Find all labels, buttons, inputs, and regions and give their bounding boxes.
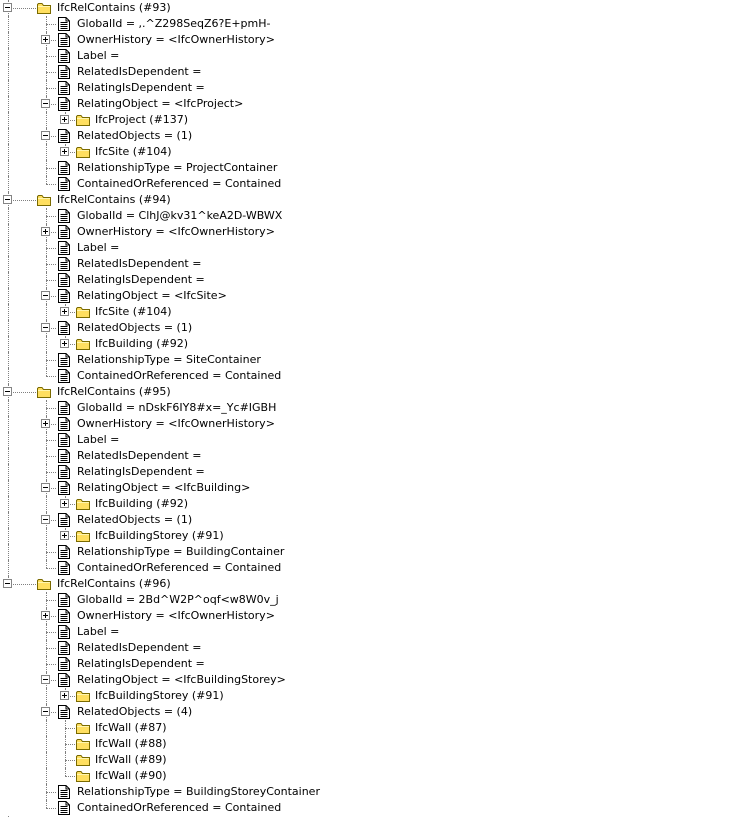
document-icon [56,80,72,96]
tree-connector-line [46,216,56,217]
tree-connector-line [8,352,9,368]
expand-toggle-icon[interactable] [60,339,69,348]
folder-icon [75,528,91,544]
tree-connector-line [46,664,56,665]
document-icon [56,48,72,64]
folder-icon [75,688,91,704]
tree-node-attribute[interactable] [0,704,744,720]
tree-node-attribute[interactable] [0,176,744,192]
tree-node-label[interactable]: GlobalId = ,.^Z298SeqZ6?E+pmH- [77,17,271,30]
tree-connector-line [46,264,56,265]
tree-node-label[interactable]: IfcSite (#104) [95,145,172,158]
tree-node-attribute[interactable] [0,416,744,432]
tree-connector-line [46,648,56,649]
document-icon [56,160,72,176]
tree-connector-line [8,432,9,448]
expand-toggle-icon[interactable] [41,611,50,620]
tree-node-label[interactable]: IfcBuildingStorey (#91) [95,689,224,702]
tree-node-attribute[interactable] [0,352,744,368]
tree-connector-line [46,552,56,553]
tree-node-label[interactable]: IfcRelContains (#95) [57,385,171,398]
tree-connector-line [46,720,47,736]
tree-connector-line [46,408,56,409]
document-icon [56,544,72,560]
document-icon [56,256,72,272]
tree-node-label[interactable]: RelationshipType = BuildingStoreyContainer [77,785,320,798]
tree-connector-line [46,456,56,457]
document-icon [56,96,72,112]
tree-node-label[interactable]: ContainedOrReferenced = Contained [77,369,282,382]
tree-node-label[interactable]: RelatingObject = <IfcSite> [77,289,227,302]
tree-node-label[interactable]: RelatingIsDependent = [77,657,205,670]
tree-node-folder[interactable] [0,496,744,512]
folder-icon [75,144,91,160]
tree-node-label[interactable]: RelatingIsDependent = [77,273,205,286]
tree-node-label[interactable]: RelatingObject = <IfcBuildingStorey> [77,673,286,686]
tree-node-label[interactable]: RelatedIsDependent = [77,449,202,462]
tree-node-label[interactable]: Label = [77,241,120,254]
tree-node-label[interactable]: RelatedObjects = (4) [77,705,193,718]
tree-node-attribute[interactable] [0,48,744,64]
tree-node-label[interactable]: IfcRelContains (#96) [57,577,171,590]
document-icon [56,480,72,496]
tree-connector-line [46,248,56,249]
collapse-toggle-icon[interactable] [41,291,50,300]
tree-node-folder[interactable] [0,192,744,208]
document-icon [56,464,72,480]
document-icon [56,400,72,416]
tree-node-attribute[interactable] [0,320,744,336]
tree-connector-line [65,768,66,776]
tree-node-attribute[interactable] [0,64,744,80]
folder-icon [75,496,91,512]
tree-node-label[interactable]: IfcBuildingStorey (#91) [95,529,224,542]
tree-node-folder[interactable] [0,688,744,704]
tree-connector-line [46,368,47,376]
tree-connector-line [8,200,36,201]
document-icon [56,704,72,720]
tree-node-attribute[interactable] [0,672,744,688]
collapse-toggle-icon[interactable] [3,195,12,204]
collapse-toggle-icon[interactable] [41,323,50,332]
document-icon [56,176,72,192]
collapse-toggle-icon[interactable] [41,99,50,108]
tree-node-label[interactable]: IfcWall (#87) [95,721,167,734]
tree-connector-line [8,320,9,336]
expand-toggle-icon[interactable] [60,499,69,508]
document-icon [56,352,72,368]
folder-icon [36,0,52,16]
tree-connector-line [8,288,9,304]
tree-node-label[interactable]: OwnerHistory = <IfcOwnerHistory> [77,609,275,622]
document-icon [56,656,72,672]
tree-node-label[interactable]: RelatedObjects = (1) [77,129,193,142]
tree-connector-line [46,768,47,784]
tree-node-folder[interactable] [0,384,744,400]
tree-node-attribute[interactable] [0,784,744,800]
folder-icon [75,112,91,128]
tree-node-label[interactable]: ContainedOrReferenced = Contained [77,561,282,574]
tree-connector-line [46,168,56,169]
tree-node-attribute[interactable] [0,80,744,96]
tree-connector-line [46,88,56,89]
tree-connector-line [46,24,56,25]
tree-connector-line [46,632,56,633]
tree-node-label[interactable]: GlobalId = nDskF6IY8#x=_Yc#IGBH [77,401,277,414]
folder-icon [36,384,52,400]
tree-connector-line [46,184,56,185]
document-icon [56,208,72,224]
tree-connector-line [8,464,9,480]
tree-connector-line [8,448,9,464]
tree-node-label[interactable]: IfcBuilding (#92) [95,337,189,350]
tree-connector-line [8,272,9,288]
tree-node-attribute[interactable] [0,272,744,288]
tree-node-folder[interactable] [0,0,744,16]
tree-connector-line [46,688,47,704]
tree-connector-line [8,224,9,240]
expand-toggle-icon[interactable] [41,35,50,44]
document-icon [56,368,72,384]
tree-node-label[interactable]: IfcBuilding (#92) [95,497,189,510]
tree-connector-line [65,760,75,761]
tree-node-label[interactable]: GlobalId = ClhJ@kv31^keA2D-WBWX [77,209,283,222]
tree-connector-line [8,336,9,352]
tree-node-label[interactable]: IfcProject (#137) [95,113,189,126]
tree-connector-line [46,496,47,512]
tree-connector-line [46,72,56,73]
tree-node-attribute[interactable] [0,800,744,816]
tree-connector-line [46,472,56,473]
document-icon [56,16,72,32]
tree-connector-line [46,752,47,768]
tree-connector-line [8,496,9,512]
tree-connector-line [65,728,75,729]
document-icon [56,784,72,800]
tree-connector-line [46,736,47,752]
expand-toggle-icon[interactable] [41,419,50,428]
tree-connector-line [8,16,9,32]
folder-icon [75,720,91,736]
tree-node-folder[interactable] [0,576,744,592]
tree-node-attribute[interactable] [0,256,744,272]
tree-node-attribute[interactable] [0,544,744,560]
tree-node-folder[interactable] [0,768,744,784]
tree-node-folder[interactable] [0,304,744,320]
document-icon [56,288,72,304]
tree-connector-line [8,64,9,80]
tree-node-attribute[interactable] [0,16,744,32]
document-icon [56,672,72,688]
tree-connector-line [8,240,9,256]
tree-node-folder[interactable] [0,144,744,160]
collapse-toggle-icon[interactable] [3,3,12,12]
tree-node-label[interactable]: RelatedIsDependent = [77,641,202,654]
document-icon [56,224,72,240]
document-icon [56,608,72,624]
tree-node-folder[interactable] [0,736,744,752]
tree-node-attribute[interactable] [0,96,744,112]
document-icon [56,800,72,816]
tree-node-attribute[interactable] [0,560,744,576]
tree-connector-line [46,56,56,57]
tree-connector-line [8,480,9,496]
tree-node-attribute[interactable] [0,464,744,480]
tree-node-attribute[interactable] [0,288,744,304]
tree-node-attribute[interactable] [0,128,744,144]
folder-icon [36,192,52,208]
tree-connector-line [46,792,56,793]
tree-node-folder[interactable] [0,336,744,352]
document-icon [56,512,72,528]
tree-node-label[interactable]: RelatingObject = <IfcProject> [77,97,244,110]
tree-node-label[interactable]: RelatedObjects = (1) [77,321,193,334]
tree-connector-line [8,176,9,192]
tree-node-attribute[interactable] [0,608,744,624]
document-icon [56,432,72,448]
expand-toggle-icon[interactable] [60,115,69,124]
tree-connector-line [8,584,36,585]
tree-connector-line [65,744,75,745]
tree-connector-line [8,48,9,64]
tree-node-label[interactable]: RelatedIsDependent = [77,65,202,78]
folder-icon [36,576,52,592]
expand-toggle-icon[interactable] [60,147,69,156]
tree-connector-line [8,256,9,272]
tree-connector-line [46,112,47,128]
tree-connector-line [8,528,9,544]
tree-connector-line [46,376,56,377]
tree-connector-line [46,336,47,352]
tree-node-folder[interactable] [0,112,744,128]
document-icon [56,416,72,432]
folder-icon [75,768,91,784]
tree-connector-line [46,176,47,184]
tree-node-attribute[interactable] [0,368,744,384]
tree-connector-line [8,392,36,393]
tree-node-label[interactable]: Label = [77,433,120,446]
collapse-toggle-icon[interactable] [3,579,12,588]
tree-node-attribute[interactable] [0,240,744,256]
tree-node-label[interactable]: GlobalId = 2Bd^W2P^oqf<w8W0v_j [77,593,279,606]
tree-node-label[interactable]: RelatedIsDependent = [77,257,202,270]
tree-connector-line [46,528,47,544]
tree-connector-line [8,544,9,560]
tree-node-folder[interactable] [0,720,744,736]
tree-connector-line [8,512,9,528]
tree-connector-line [8,416,9,432]
collapse-toggle-icon[interactable] [41,483,50,492]
folder-icon [75,752,91,768]
tree-node-label[interactable]: ContainedOrReferenced = Contained [77,177,282,190]
collapse-toggle-icon[interactable] [41,515,50,524]
tree-node-attribute[interactable] [0,448,744,464]
document-icon [56,240,72,256]
tree-node-label[interactable]: OwnerHistory = <IfcOwnerHistory> [77,33,275,46]
document-icon [56,32,72,48]
tree-connector-line [46,808,56,809]
tree-node-attribute[interactable] [0,512,744,528]
document-icon [56,592,72,608]
collapse-toggle-icon[interactable] [41,131,50,140]
tree-node-label[interactable]: IfcWall (#88) [95,737,167,750]
tree-connector-line [46,304,47,320]
tree-node-attribute[interactable] [0,624,744,640]
tree-node-label[interactable]: RelatingIsDependent = [77,81,205,94]
tree-node-label[interactable]: RelatedObjects = (1) [77,513,193,526]
tree-connector-line [46,560,47,568]
tree-node-label[interactable]: RelationshipType = BuildingContainer [77,545,285,558]
tree-node-label[interactable]: IfcSite (#104) [95,305,172,318]
expand-toggle-icon[interactable] [60,531,69,540]
folder-icon [75,736,91,752]
tree-node-attribute[interactable] [0,160,744,176]
tree-node-attribute[interactable] [0,400,744,416]
tree-node-attribute[interactable] [0,432,744,448]
document-icon [56,320,72,336]
tree-node-label[interactable]: RelatingObject = <IfcBuilding> [77,481,251,494]
collapse-toggle-icon[interactable] [3,387,12,396]
document-icon [56,448,72,464]
tree-connector-line [8,128,9,144]
tree-node-attribute[interactable] [0,592,744,608]
tree-node-attribute[interactable] [0,640,744,656]
tree-node-label[interactable]: IfcWall (#89) [95,753,167,766]
tree-node-label[interactable]: IfcWall (#90) [95,769,167,782]
tree-connector-line [8,32,9,48]
tree-node-attribute[interactable] [0,208,744,224]
tree-connector-line [46,144,47,160]
tree-node-label[interactable]: OwnerHistory = <IfcOwnerHistory> [77,225,275,238]
tree-node-folder[interactable] [0,528,744,544]
tree-node-attribute[interactable] [0,32,744,48]
document-icon [56,128,72,144]
tree-connector-line [8,80,9,96]
tree-connector-line [8,96,9,112]
document-icon [56,560,72,576]
tree-node-label[interactable]: RelatingIsDependent = [77,465,205,478]
expand-toggle-icon[interactable] [60,691,69,700]
tree-connector-line [8,304,9,320]
folder-icon [75,304,91,320]
document-icon [56,624,72,640]
collapse-toggle-icon[interactable] [41,707,50,716]
document-icon [56,64,72,80]
tree-connector-line [46,440,56,441]
tree-node-label[interactable]: OwnerHistory = <IfcOwnerHistory> [77,417,275,430]
tree-connector-line [8,8,36,9]
tree-connector-line [8,112,9,128]
tree-connector-line [8,400,9,416]
tree-connector-line [8,368,9,384]
tree-node-label[interactable]: ContainedOrReferenced = Contained [77,801,282,814]
document-icon [56,640,72,656]
tree-connector-line [46,568,56,569]
tree-node-label[interactable]: Label = [77,625,120,638]
tree-connector-line [46,280,56,281]
tree-node-folder[interactable] [0,752,744,768]
document-icon [56,272,72,288]
collapse-toggle-icon[interactable] [41,675,50,684]
tree-node-label[interactable]: IfcRelContains (#94) [57,193,171,206]
tree-connector-line [8,160,9,176]
tree-node-label[interactable]: RelationshipType = SiteContainer [77,353,261,366]
tree-connector-line [46,800,47,808]
tree-node-label[interactable]: IfcRelContains (#93) [57,1,171,14]
tree-connector-line [8,144,9,160]
tree-node-attribute[interactable] [0,656,744,672]
tree-node-attribute[interactable] [0,224,744,240]
folder-icon [75,336,91,352]
tree-node-label[interactable]: Label = [77,49,120,62]
tree-connector-line [8,208,9,224]
tree-connector-line [46,360,56,361]
tree-connector-line [65,776,75,777]
tree-node-label[interactable]: RelationshipType = ProjectContainer [77,161,278,174]
tree-connector-line [8,560,9,576]
tree-connector-line [46,600,56,601]
expand-toggle-icon[interactable] [60,307,69,316]
expand-toggle-icon[interactable] [41,227,50,236]
tree-node-attribute[interactable] [0,480,744,496]
